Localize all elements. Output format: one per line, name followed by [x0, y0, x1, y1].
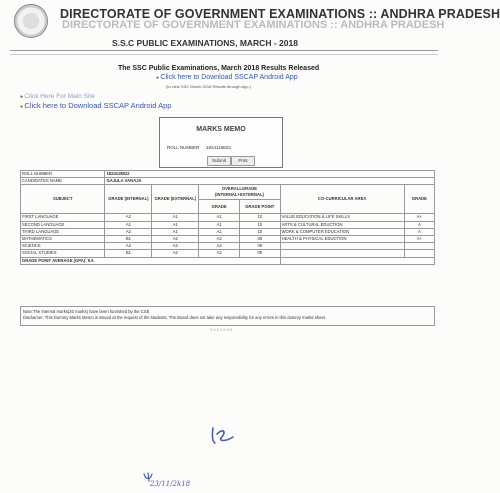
gpa-cell: GRADE POINT AVERAGE (GPA): 9.5 [21, 257, 281, 264]
internal-cell: A2 [105, 214, 152, 221]
roll-value-cell: 1824118822 [105, 171, 435, 178]
header-subtitle: S.S.C PUBLIC EXAMINATIONS, MARCH - 2018 [112, 38, 298, 48]
results-app-link[interactable] [156, 74, 298, 81]
internal-cell: B1 [105, 235, 152, 242]
subject-cell: MATHEMATICS [21, 235, 105, 242]
subject-cell: SCIENCE [21, 243, 105, 250]
co-grade-cell: A+ [404, 214, 434, 221]
main-site-link-text[interactable]: Click Here For Main Site [24, 93, 95, 100]
main-site-link[interactable] [20, 93, 95, 100]
results-note: (to view SSC March 2018 Results through App.) [166, 84, 251, 89]
point-cell: 09 [239, 235, 280, 242]
point-cell: 10 [239, 221, 280, 228]
roll-number-input[interactable]: 1824118822 [206, 145, 231, 150]
grade-header: GRADE [199, 199, 240, 214]
roll-number-label: ROLL NUMBER [167, 145, 200, 150]
co-curricular-header: CO-CURRICULAR AREA [280, 185, 404, 214]
ap-government-seal-icon [14, 4, 48, 38]
co-grade-cell: A [404, 228, 434, 235]
grade-cell: A2 [199, 250, 240, 257]
header-ghost-text: DIRECTORATE OF GOVERNMENT EXAMINATIONS :: ANDHRA PRADESH [62, 19, 445, 31]
grade-point-header: GRADE POINT [239, 199, 280, 214]
point-cell: 10 [239, 228, 280, 235]
header-divider-thin [10, 54, 438, 55]
roll-label-cell: ROLL NUMBER [21, 171, 105, 178]
footer-notes [20, 306, 435, 326]
grade-cell: A1 [199, 228, 240, 235]
name-label-cell: CANDIDATES NAME [21, 178, 105, 185]
print-button[interactable]: Print [231, 156, 255, 166]
co-area-cell: HEALTH & PHYSICAL EDUCTION [280, 235, 404, 242]
external-cell: A2 [152, 243, 199, 250]
results-title: The SSC Public Examinations, March 2018 Results Released [118, 65, 320, 72]
co-area-cell [280, 243, 404, 250]
android-app-link-text[interactable]: Click here to Download SSCAP Android App [24, 101, 172, 110]
subject-cell: SOCIAL STUDIES [21, 250, 105, 257]
external-cell: A1 [152, 221, 199, 228]
table-row [21, 235, 435, 242]
bullet-icon: ● [20, 104, 25, 110]
point-cell: 09 [239, 243, 280, 250]
internal-cell: A2 [105, 228, 152, 235]
bullet-icon: ● [156, 75, 161, 81]
name-value-cell: GAJULA VANAJA [105, 178, 435, 185]
internal-cell: A1 [105, 221, 152, 228]
external-cell: A1 [152, 214, 199, 221]
external-cell: A1 [152, 228, 199, 235]
subject-cell: THIRD LANGUAGE [21, 228, 105, 235]
internal-marks-note: Note:The Internal marks(20 marks) have been furnished by the CSE [23, 309, 150, 314]
subject-cell: FIRST LANGUAGE [21, 214, 105, 221]
gpa-empty-cell [280, 257, 434, 264]
external-cell: A2 [152, 250, 199, 257]
page-mark: 5 8 8 3 8 8 8 [210, 327, 233, 332]
android-app-link[interactable] [20, 101, 171, 110]
co-grade-cell [404, 250, 434, 257]
point-cell: 09 [239, 250, 280, 257]
internal-cell: A2 [105, 243, 152, 250]
internal-cell: B1 [105, 250, 152, 257]
overall-grade-header: OVERALLGRADE (INTERNAL+EXTERNAL) [199, 185, 280, 200]
grade-cell: A2 [199, 243, 240, 250]
marks-memo-title: MARKS MEMO [196, 126, 246, 133]
table-row [21, 243, 435, 250]
header-row-1 [21, 185, 435, 200]
disclaimer: Disclaimer: This Dummy Marks Memo is issued at the request of the students. The Board does not take any responsibility for any errors in this dummy marks sheet. [23, 315, 327, 320]
co-grade-cell [404, 243, 434, 250]
table-row [21, 250, 435, 257]
co-area-cell: VALUE EDUCATION & LIFE SKILLS [280, 214, 404, 221]
handwritten-date: 23/11/2k18 [150, 480, 191, 488]
table-row [21, 221, 435, 228]
subject-header: SUBJECT [21, 185, 105, 214]
results-app-link-text[interactable]: Click here to Download SSCAP Android App [160, 74, 298, 81]
co-area-cell: WORK & COMPUTER EDUCATION [280, 228, 404, 235]
name-row [21, 178, 435, 185]
co-area-cell [280, 250, 404, 257]
grade-cell: A1 [199, 221, 240, 228]
grade-cell: A1 [199, 214, 240, 221]
handwritten-signature [209, 425, 239, 447]
table-row [21, 214, 435, 221]
bullet-icon: ● [20, 94, 25, 100]
marks-memo-form [159, 117, 283, 168]
marks-table [20, 170, 435, 265]
point-cell: 10 [239, 214, 280, 221]
co-grade-cell: A+ [404, 235, 434, 242]
table-row [21, 228, 435, 235]
header-divider [10, 50, 438, 51]
external-cell: A2 [152, 235, 199, 242]
grade-cell: A2 [199, 235, 240, 242]
subject-cell: SECOND LANGUAGE [21, 221, 105, 228]
submit-button[interactable]: Submit [207, 156, 231, 166]
roll-row [21, 171, 435, 178]
grade-internal-header: GRADE (INTERNAL) [105, 185, 152, 214]
grade-external-header: GRADE (EXTERNAL) [152, 185, 199, 214]
co-area-cell: ARTS & CULTURAL EDUCTION [280, 221, 404, 228]
gpa-row [21, 257, 435, 264]
co-grade-cell: A [404, 221, 434, 228]
header-title: DIRECTORATE OF GOVERNMENT EXAMINATIONS :: ANDHRA PRADESH [60, 7, 500, 21]
co-grade-header: GRADE [404, 185, 434, 214]
